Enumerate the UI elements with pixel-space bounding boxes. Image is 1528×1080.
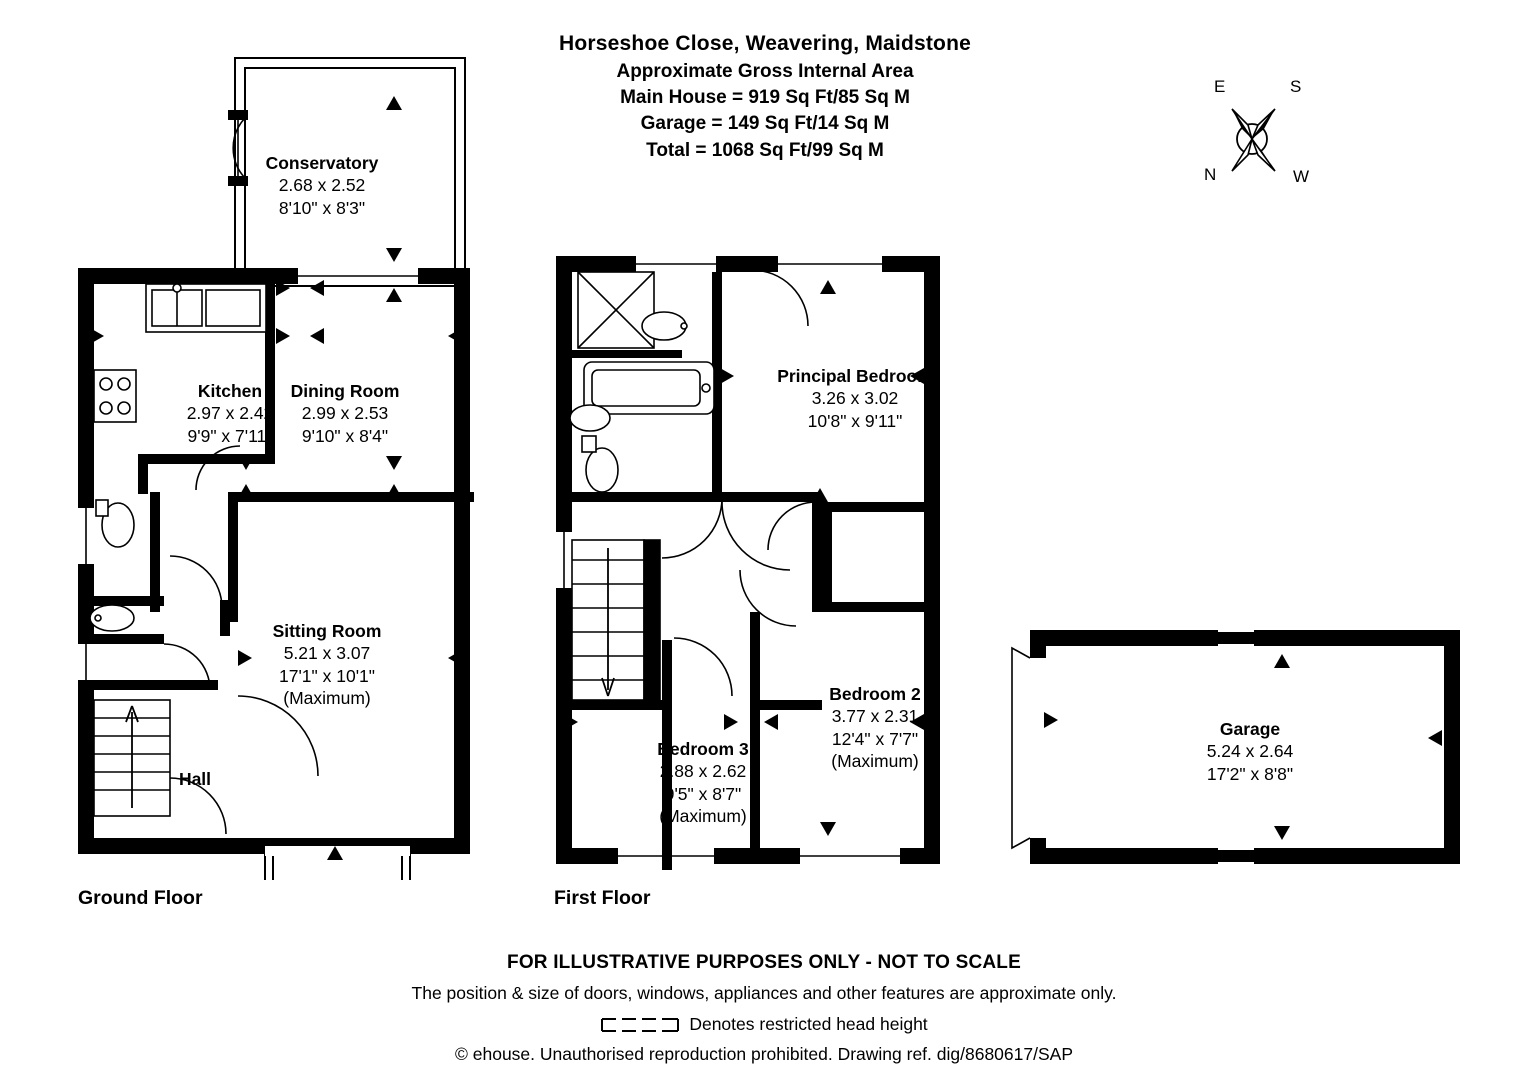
sitting-room-imperial: 17'1" x 10'1" (279, 665, 375, 686)
ground-floor-title: Ground Floor (78, 887, 203, 909)
room-label-bedroom-3 (608, 738, 798, 828)
legend-label: Denotes restricted head height (689, 1014, 928, 1034)
property-title: Horseshoe Close, Weavering, Maidstone (559, 32, 971, 55)
sitting-room-name: Sitting Room (272, 621, 382, 641)
compass-label-s: S (1290, 77, 1302, 96)
plan-footer (0, 952, 1528, 1065)
room-label-hall (150, 768, 240, 790)
compass-label-n: N (1204, 165, 1217, 184)
compass-label-e: E (1214, 77, 1226, 96)
garage-plan (1010, 610, 1480, 880)
sitting-room-note: (Maximum) (283, 688, 371, 709)
compass-label-w: W (1293, 167, 1310, 186)
bedroom-2-imperial: 12'4" x 7'7" (831, 728, 919, 749)
bedroom-3-metric: 2.88 x 2.62 (659, 761, 747, 782)
room-label-garage (1150, 718, 1350, 785)
room-label-conservatory (222, 152, 422, 219)
room-label-dining-room (250, 380, 440, 447)
plan-header (430, 30, 1100, 164)
kitchen-metric: 2.97 x 2.42 (186, 403, 274, 424)
hall-name: Hall (178, 769, 212, 789)
kitchen-imperial: 9'9" x 7'11" (187, 425, 273, 446)
conservatory-metric: 2.68 x 2.52 (278, 175, 366, 196)
garage-imperial: 17'2" x 8'8" (1206, 763, 1294, 784)
room-label-principal-bedroom (740, 365, 970, 432)
bedroom-2-metric: 3.77 x 2.31 (831, 706, 919, 727)
principal-bedroom-imperial: 10'8" x 9'11" (807, 410, 903, 431)
principal-bedroom-name: Principal Bedroom (777, 366, 933, 386)
bedroom-3-name: Bedroom 3 (657, 739, 749, 759)
bedroom-3-imperial: 9'5" x 8'7" (664, 783, 742, 804)
area-subtitle: Approximate Gross Internal Area (616, 60, 914, 82)
bedroom-3-note: (Maximum) (659, 806, 747, 827)
garage-name: Garage (1219, 719, 1281, 739)
first-floor-plan (540, 240, 960, 880)
dining-room-imperial: 9'10" x 8'4" (301, 425, 389, 446)
garage-metric: 5.24 x 2.64 (1206, 741, 1294, 762)
room-label-sitting-room (232, 620, 422, 710)
first-floor-title: First Floor (554, 887, 651, 909)
conservatory-imperial: 8'10" x 8'3" (278, 197, 366, 218)
footer-disclaimer-sub: The position & size of doors, windows, appliances and other features are approximate only. (411, 983, 1117, 1003)
conservatory-name: Conservatory (265, 153, 379, 173)
dining-room-name: Dining Room (290, 381, 400, 401)
total-area: Total = 1068 Sq Ft/99 Sq M (646, 139, 884, 161)
garage-area: Garage = 149 Sq Ft/14 Sq M (640, 113, 890, 135)
bedroom-2-note: (Maximum) (831, 751, 919, 772)
compass-rose (1190, 77, 1320, 200)
sitting-room-metric: 5.21 x 3.07 (283, 643, 371, 664)
footer-disclaimer-main: FOR ILLUSTRATIVE PURPOSES ONLY - NOT TO SCALE (507, 952, 1021, 973)
kitchen-name: Kitchen (197, 381, 263, 401)
footer-copyright: © ehouse. Unauthorised reproduction prohibited. Drawing ref. dig/8680617/SAP (454, 1044, 1073, 1064)
restricted-head-height-icon (600, 1017, 680, 1033)
dining-room-metric: 2.99 x 2.53 (301, 403, 389, 424)
room-label-bedroom-2 (785, 683, 965, 773)
principal-bedroom-metric: 3.26 x 3.02 (811, 388, 899, 409)
main-house-area: Main House = 919 Sq Ft/85 Sq M (620, 87, 910, 109)
bedroom-2-name: Bedroom 2 (829, 684, 921, 704)
